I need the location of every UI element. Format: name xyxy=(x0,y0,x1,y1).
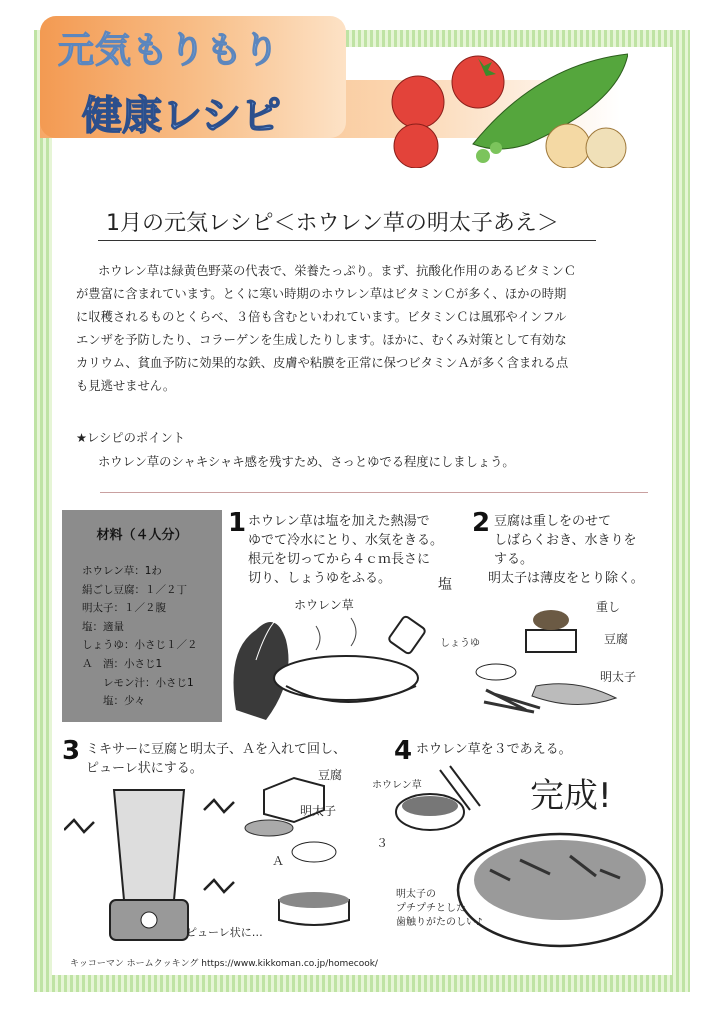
step-line: する。 xyxy=(494,552,534,567)
section-divider xyxy=(100,492,648,493)
label-weight: 重し xyxy=(596,600,621,614)
step-1-text xyxy=(248,512,443,588)
ingredients-title: 材料（４人分） xyxy=(96,528,188,543)
texture-line: 歯触りがたのしい♪ xyxy=(396,917,483,928)
label-spinach: ホウレン草 xyxy=(294,598,354,612)
banner-title-line2: 健康レシピ xyxy=(82,93,281,139)
label-soy: しょうゆ xyxy=(440,638,480,649)
texture-line: 明太子の xyxy=(396,889,436,900)
ingredient-item: 塩：適量 xyxy=(82,620,124,633)
step-line: 根元を切ってから４ｃｍ長さに xyxy=(248,552,431,567)
vegetables-illustration xyxy=(378,44,628,168)
intro-line: エンザを予防したり、コラーゲンを生成したりします。ほかに、むくみ対策として有効な xyxy=(76,333,567,347)
step-number: 1 xyxy=(228,508,247,538)
ingredient-item: 塩：少々 xyxy=(82,695,145,708)
step-4-text xyxy=(416,740,572,759)
intro-line: が豊富に含まれています。とくに寒い時期のホウレン草はビタミンＣが多く、ほかの時期 xyxy=(76,287,567,301)
ingredient-item: しょうゆ：小さじ１／２ xyxy=(82,639,198,652)
intro-line: も見逃せません。 xyxy=(76,379,176,393)
step-line: 豆腐は重しをのせて xyxy=(494,514,612,529)
ingredients-list xyxy=(82,562,198,711)
banner-title-line1: 元気もりもり xyxy=(58,30,281,71)
label-tofu-3: 豆腐 xyxy=(318,768,343,782)
ingredient-item: 絹ごし豆腐：１／２丁 xyxy=(82,583,187,596)
step-line: 切り、しょうゆをふる。 xyxy=(248,571,392,586)
step-number: 4 xyxy=(394,736,413,766)
step-line: ピューレ状にする。 xyxy=(86,761,203,776)
texture-note xyxy=(396,888,482,930)
footer-brand: キッコーマン ホームクッキング xyxy=(70,959,199,969)
label-salt: 塩 xyxy=(438,577,452,593)
boiling-illustration xyxy=(226,590,656,730)
point-heading: ★レシピのポイント xyxy=(76,431,186,445)
step-line: ミキサーに豆腐と明太子、Ａを入れて回し、 xyxy=(86,742,347,757)
step-line: 明太子は薄皮をとり除く。 xyxy=(488,571,644,586)
heading-underline xyxy=(98,240,596,241)
label-done: 完成! xyxy=(530,776,612,816)
step-line: ホウレン草は塩を加えた熱湯で xyxy=(248,514,430,529)
intro-line: カリウム、貧血予防に効果的な鉄、皮膚や粘膜を正常に保つビタミンＡが多く含まれる点 xyxy=(76,356,569,370)
footer xyxy=(70,956,378,969)
label-mentaiko-3: 明太子 xyxy=(300,804,337,818)
label-spinach-4: ホウレン草 xyxy=(372,780,422,791)
step-2-text xyxy=(488,512,644,588)
intro-line: に収穫されるものとくらべ、３倍も含むといわれています。ビタミンＣは風邪やインフル xyxy=(76,310,567,324)
point-text: ホウレン草のシャキシャキ感を残すため、さっとゆでる程度にしましょう。 xyxy=(98,455,515,469)
intro-line: ホウレン草は緑黄色野菜の代表で、栄養たっぷり。まず、抗酸化作用のあるビタミンＣ xyxy=(98,264,577,278)
ingredients-box xyxy=(62,510,222,722)
label-num3: ３ xyxy=(376,836,389,850)
ingredient-item: 明太子：１／２腹 xyxy=(82,602,166,615)
footer-url[interactable]: https://www.kikkoman.co.jp/homecook/ xyxy=(201,959,378,969)
label-mentaiko: 明太子 xyxy=(600,670,637,684)
ingredient-item: Ａ 酒：小さじ1 xyxy=(82,657,163,670)
label-tofu: 豆腐 xyxy=(604,632,629,646)
step-line: ゆでて冷水にとり、水気をきる。 xyxy=(248,533,444,548)
texture-line: プチプチとした xyxy=(396,903,466,914)
step-line: しばらくおき、水きりを xyxy=(494,533,637,548)
recipe-heading: 1月の元気レシピ＜ホウレン草の明太子あえ＞ xyxy=(106,211,559,236)
step-number: 3 xyxy=(62,736,81,766)
label-a: Ａ xyxy=(272,854,285,868)
step-number: 2 xyxy=(472,508,491,538)
step-line: ホウレン草を３であえる。 xyxy=(416,742,572,757)
ingredient-item: ホウレン草：1わ xyxy=(82,565,162,577)
intro-paragraph xyxy=(76,260,642,398)
ingredient-item: レモン汁：小さじ1 xyxy=(82,676,194,689)
label-puree: ピューレ状に… xyxy=(186,926,263,939)
blender-illustration xyxy=(64,770,384,950)
